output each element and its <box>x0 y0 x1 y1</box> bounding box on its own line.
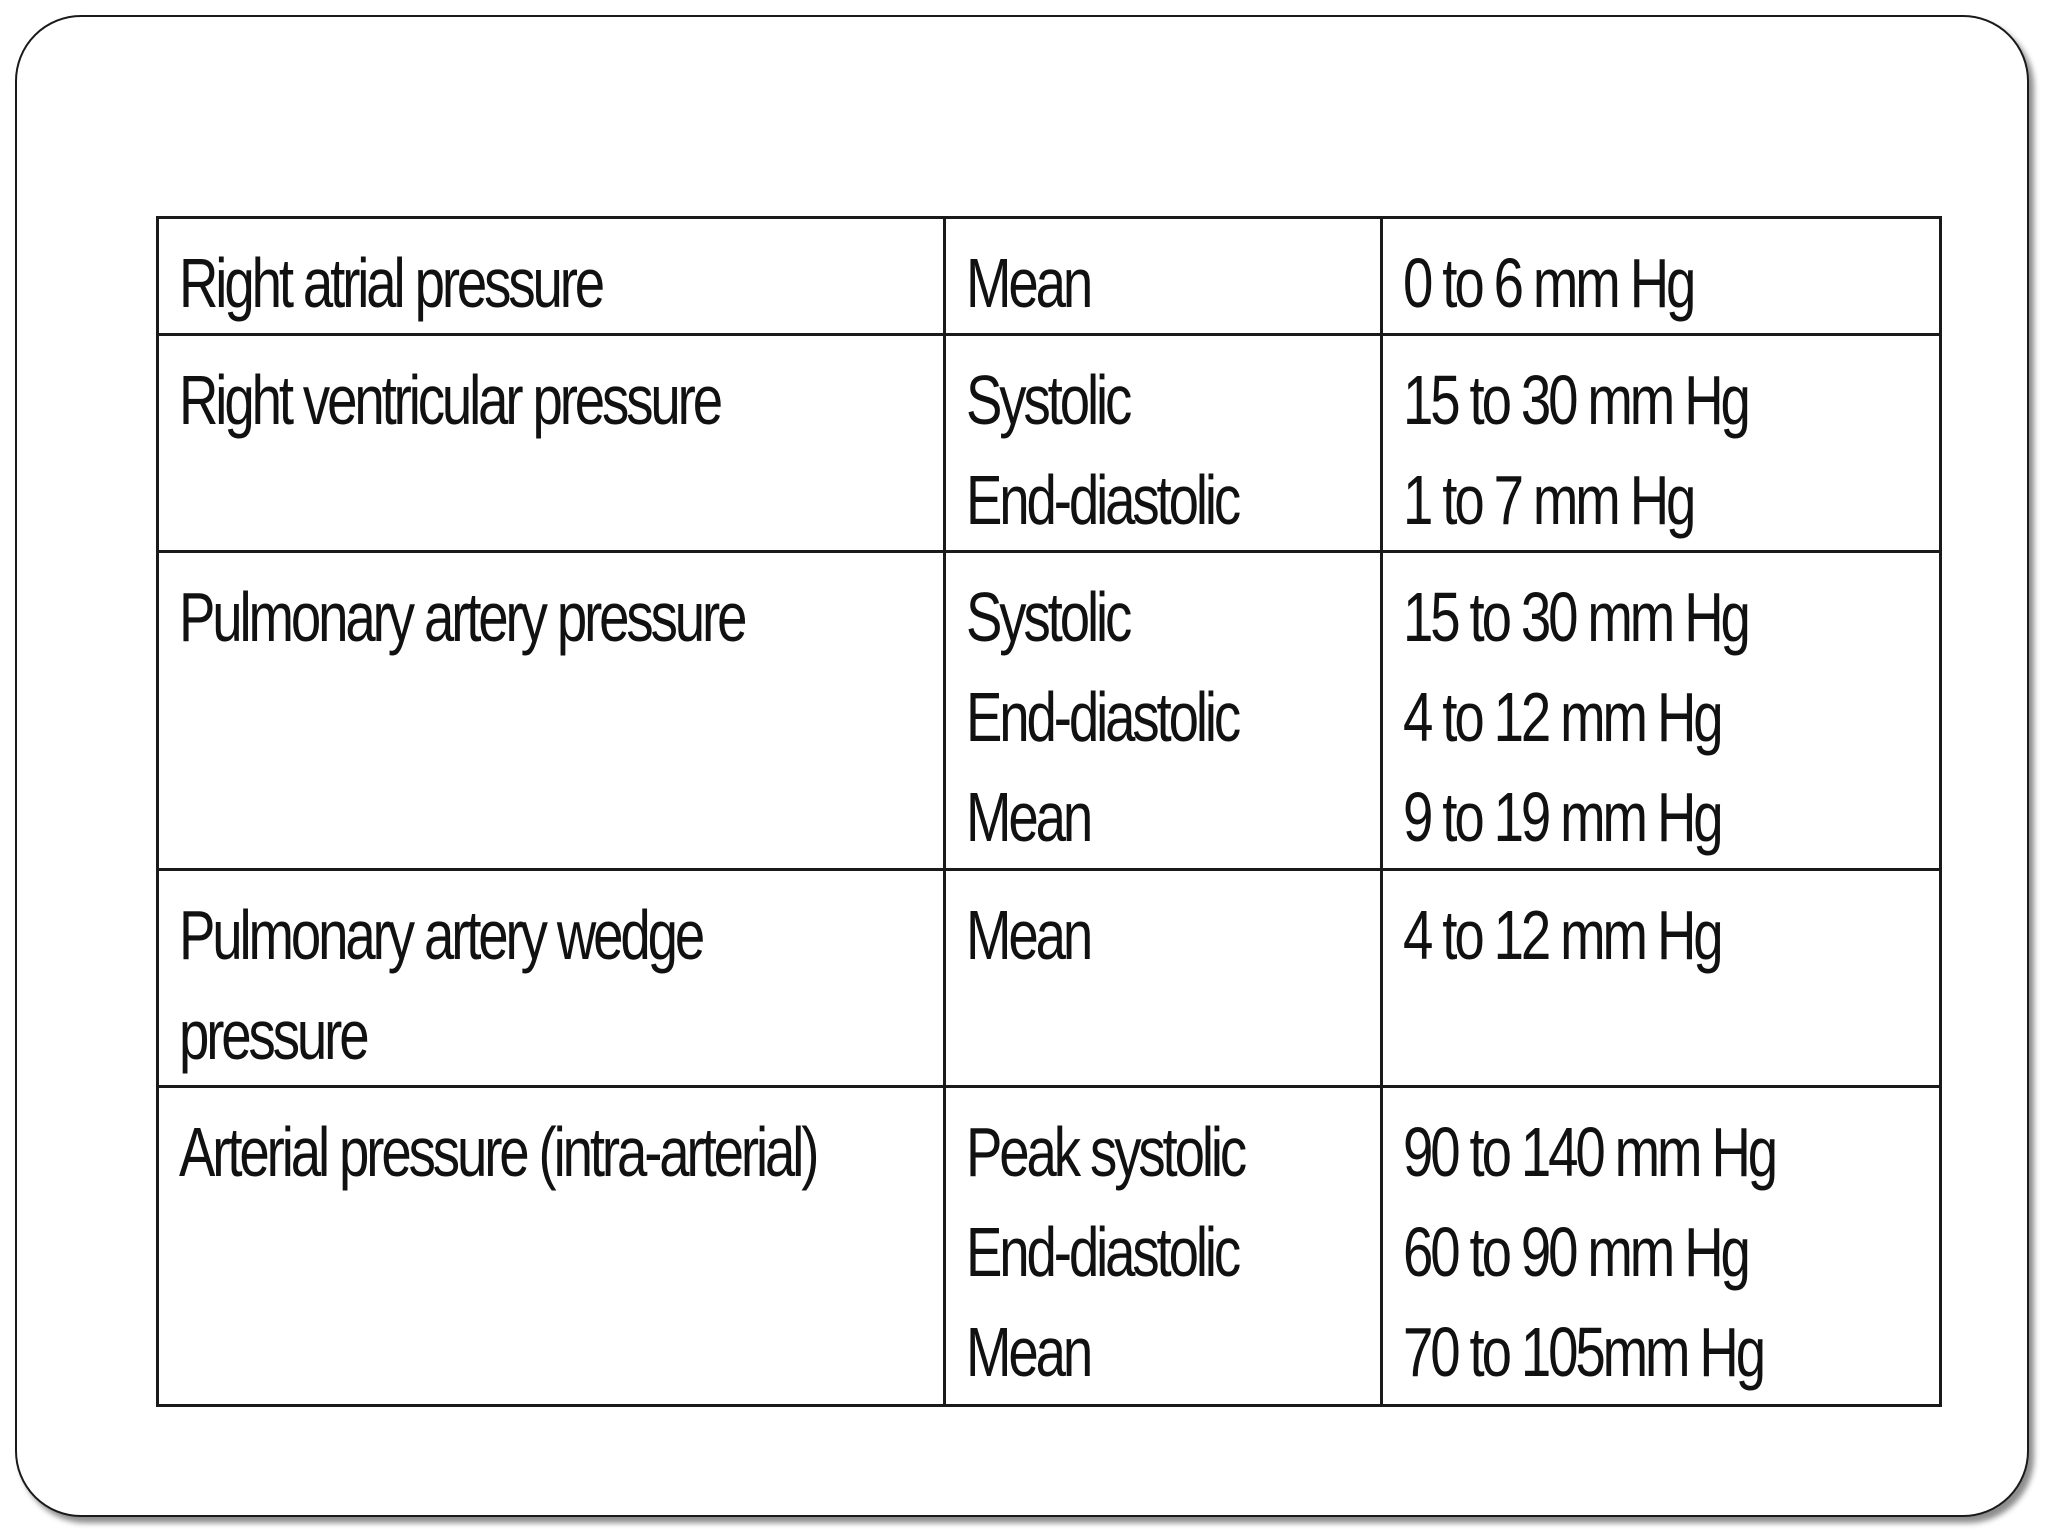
range-text: 70 to 105mm Hg <box>1403 1313 1763 1391</box>
range-cell <box>1382 552 1941 870</box>
measure-text: End-diastolic <box>966 678 1239 756</box>
parameter-text: Right ventricular pressure <box>179 361 720 439</box>
slide-frame <box>15 15 2029 1517</box>
measure-text: Mean <box>966 244 1091 322</box>
parameter-cell <box>158 1087 945 1406</box>
measure-text: Mean <box>966 778 1091 856</box>
parameter-text: Right atrial pressure <box>179 244 603 322</box>
parameter-text: Pulmonary artery wedge <box>179 896 703 974</box>
range-text: 0 to 6 mm Hg <box>1403 244 1694 322</box>
range-text: 15 to 30 mm Hg <box>1403 361 1748 439</box>
table-row <box>158 1087 1941 1406</box>
parameter-text: pressure <box>179 996 367 1074</box>
parameter-cell <box>158 335 945 552</box>
range-text: 90 to 140 mm Hg <box>1403 1113 1776 1191</box>
range-text: 15 to 30 mm Hg <box>1403 578 1748 656</box>
measure-text: Peak systolic <box>966 1113 1245 1191</box>
range-cell <box>1382 335 1941 552</box>
table-row <box>158 335 1941 552</box>
measure-text: End-diastolic <box>966 461 1239 539</box>
range-cell <box>1382 1087 1941 1406</box>
measure-cell <box>945 1087 1382 1406</box>
parameter-cell <box>158 218 945 335</box>
range-text: 1 to 7 mm Hg <box>1403 461 1694 539</box>
parameter-cell <box>158 870 945 1087</box>
measure-text: Systolic <box>966 578 1130 656</box>
table-row <box>158 552 1941 870</box>
range-text: 60 to 90 mm Hg <box>1403 1213 1748 1291</box>
measure-text: End-diastolic <box>966 1213 1239 1291</box>
measure-cell <box>945 335 1382 552</box>
range-text: 4 to 12 mm Hg <box>1403 678 1721 756</box>
range-text: 9 to 19 mm Hg <box>1403 778 1721 856</box>
pressure-reference-table <box>156 216 1942 1407</box>
measure-cell <box>945 552 1382 870</box>
parameter-text: Pulmonary artery pressure <box>179 578 745 656</box>
table-row <box>158 218 1941 335</box>
measure-cell <box>945 218 1382 335</box>
measure-cell <box>945 870 1382 1087</box>
pressure-table-container <box>156 216 1942 1391</box>
measure-text: Mean <box>966 896 1091 974</box>
parameter-cell <box>158 552 945 870</box>
table-row <box>158 870 1941 1087</box>
measure-text: Mean <box>966 1313 1091 1391</box>
range-cell <box>1382 870 1941 1087</box>
parameter-text: Arterial pressure (intra-arterial) <box>179 1113 817 1191</box>
range-cell <box>1382 218 1941 335</box>
range-text: 4 to 12 mm Hg <box>1403 896 1721 974</box>
measure-text: Systolic <box>966 361 1130 439</box>
